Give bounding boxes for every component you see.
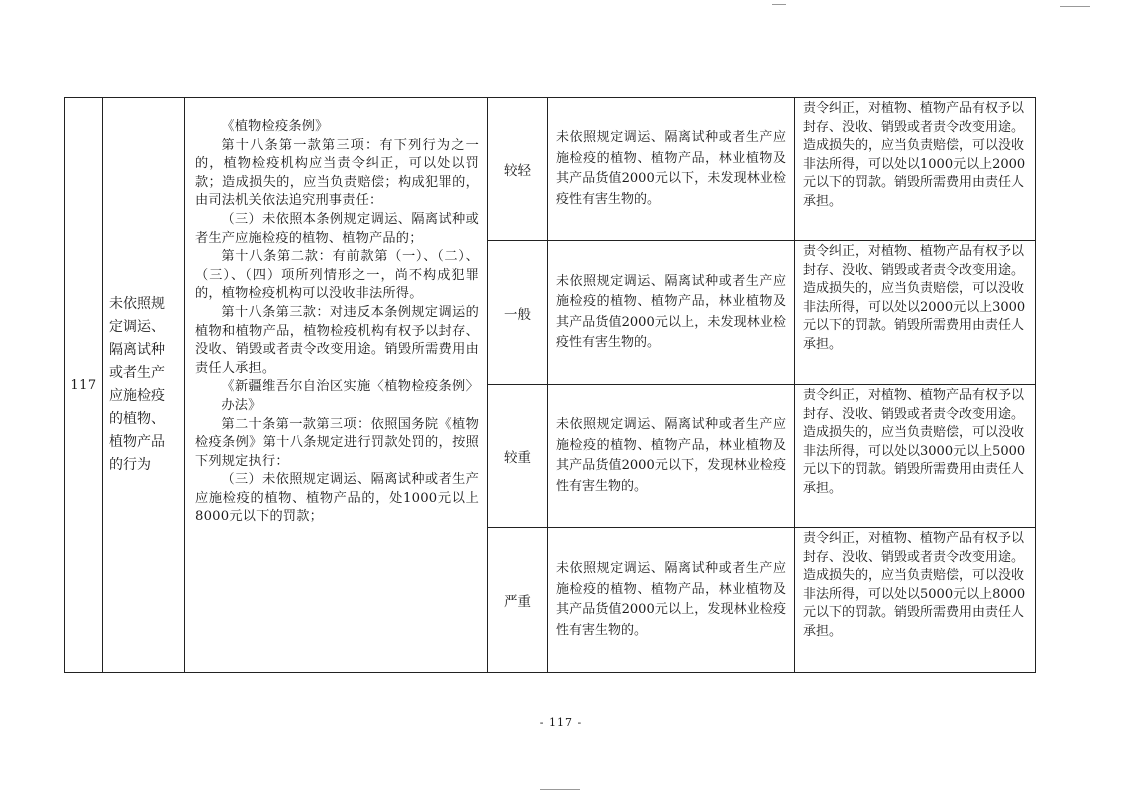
penalty-cell: 责令纠正，对植物、植物产品有权予以封存、没收、销毁或者责令改变用途。造成损失的，应当负责赔偿，可以没收非法所得，可以处以3000元以上5000元以下的罚款。销毁所需费用由责任人承担。 (795, 385, 1036, 528)
severity-level-cell: 一般 (488, 241, 548, 385)
legal-basis-cell (185, 98, 488, 673)
scan-edge-mark (772, 4, 786, 5)
table-row (65, 98, 1036, 241)
legal-basis-paragraph: 第十八条第一款第三项：有下列行为之一的，植物检疫机构应当责令纠正，可以处以罚款；造成损失的，应当负责赔偿；构成犯罪的，由司法机关依法追究刑事责任： (195, 137, 479, 209)
legal-basis-paragraph: （三）未依照规定调运、隔离试种或者生产应施检疫的植物、植物产品的，处1000元以上8000元以下的罚款； (195, 472, 479, 525)
circumstance-cell: 未依照规定调运、隔离试种或者生产应施检疫的植物、植物产品，林业植物及其产品货值2000元以下，发现林业检疫性有害生物的。 (548, 385, 795, 528)
circumstance-cell: 未依照规定调运、隔离试种或者生产应施检疫的植物、植物产品，林业植物及其产品货值2000元以上，发现林业检疫性有害生物的。 (548, 528, 795, 673)
scan-edge-mark (540, 789, 580, 790)
penalty-cell: 责令纠正，对植物、植物产品有权予以封存、没收、销毁或者责令改变用途。造成损失的，应当负责赔偿，可以没收非法所得，可以处以1000元以上2000元以下的罚款。销毁所需费用由责任人承担。 (795, 98, 1036, 241)
page-number: - 117 - (539, 716, 583, 729)
scan-edge-mark (1060, 6, 1090, 7)
violation-item-cell: 未依照规定调运、隔离试种或者生产应施检疫的植物、植物产品的行为 (103, 98, 185, 673)
penalty-discretion-table (64, 97, 1036, 673)
circumstance-cell: 未依照规定调运、隔离试种或者生产应施检疫的植物、植物产品，林业植物及其产品货值2000元以下，未发现林业检疫性有害生物的。 (548, 98, 795, 241)
legal-basis-paragraph: 第二十条第一款第三项：依照国务院《植物检疫条例》第十八条规定进行罚款处罚的，按照下列规定执行： (195, 416, 479, 469)
legal-basis-paragraph: 第十八条第三款：对违反本条例规定调运的植物和植物产品，植物检疫机构有权予以封存、没收、销毁或者责令改变用途。销毁所需费用由责任人承担。 (195, 304, 479, 376)
severity-level-cell: 较重 (488, 385, 548, 528)
row-number-cell: 117 (65, 98, 103, 673)
circumstance-cell: 未依照规定调运、隔离试种或者生产应施检疫的植物、植物产品，林业植物及其产品货值2000元以上，未发现林业检疫性有害生物的。 (548, 241, 795, 385)
penalty-cell: 责令纠正，对植物、植物产品有权予以封存、没收、销毁或者责令改变用途。造成损失的，应当负责赔偿，可以没收非法所得，可以处以2000元以上3000元以下的罚款。销毁所需费用由责任人承担。 (795, 241, 1036, 385)
legal-basis-paragraph: 《新疆维吾尔自治区实施〈植物检疫条例〉办法》 (221, 379, 479, 413)
legal-basis-paragraph: 《植物检疫条例》 (221, 119, 329, 134)
legal-basis-paragraph: 第十八条第二款：有前款第（一）、（二）、（三）、（四）项所列情形之一，尚不构成犯罪的，植物检疫机构可以没收非法所得。 (195, 249, 479, 302)
severity-level-cell: 严重 (488, 528, 548, 673)
legal-basis-paragraph: （三）未依照本条例规定调运、隔离试种或者生产应施检疫的植物、植物产品的； (195, 211, 479, 246)
penalty-cell: 责令纠正，对植物、植物产品有权予以封存、没收、销毁或者责令改变用途。造成损失的，应当负责赔偿，可以没收非法所得，可以处以5000元以上8000元以下的罚款。销毁所需费用由责任人承担。 (795, 528, 1036, 673)
severity-level-cell: 较轻 (488, 98, 548, 241)
